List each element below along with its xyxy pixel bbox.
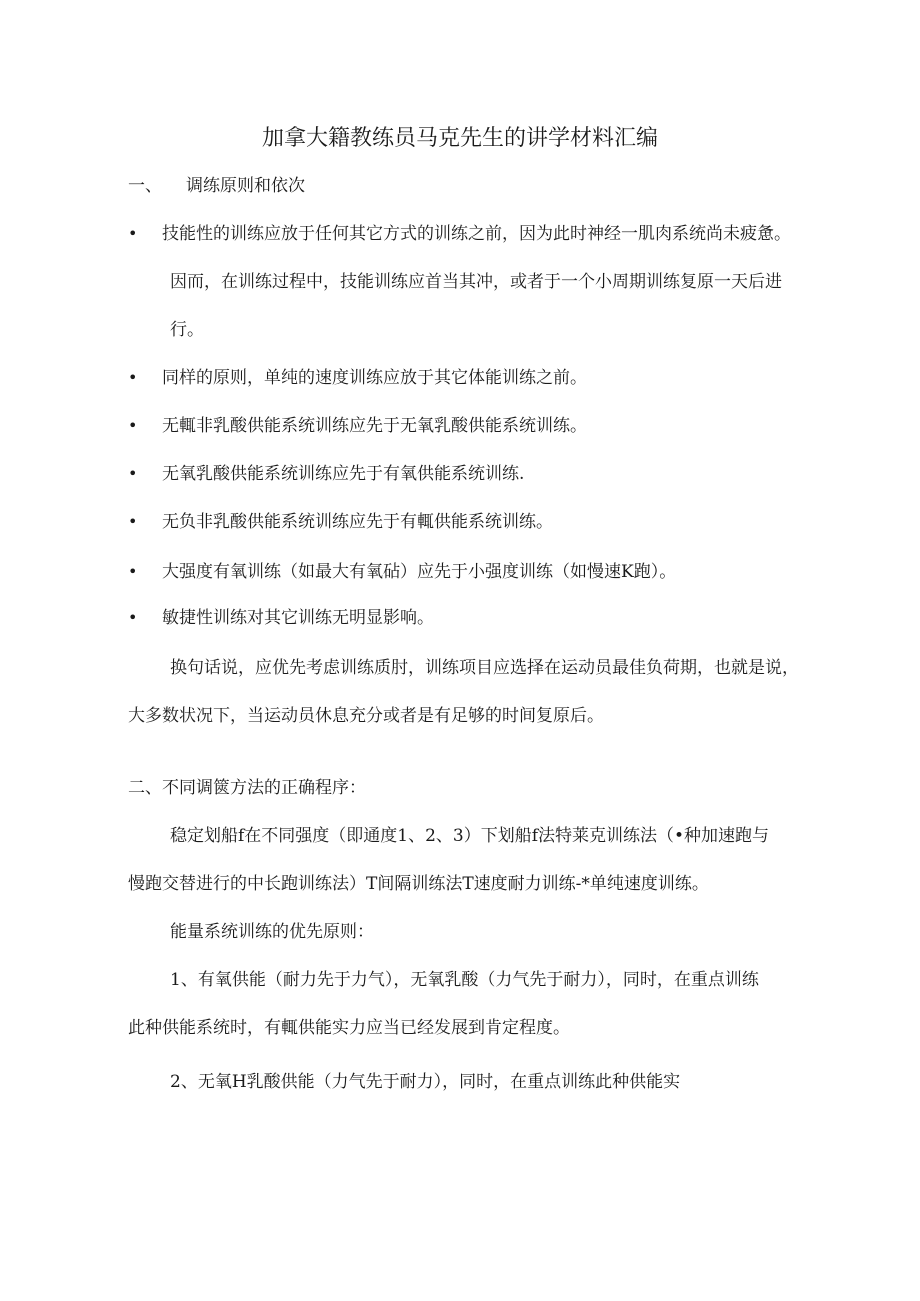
- priority-item-2-line1: 2、无氧H乳酸供能（力气先于耐力），同时，在重点训练此种供能实: [170, 1072, 681, 1092]
- list-item-5: 无负非乳酸供能系统训练应先于有輒供能系统训练。: [162, 512, 553, 532]
- bullet-marker: •: [128, 562, 138, 581]
- list-item-2: 同样的原则，单纯的速度训练应放于其它体能训练之前。: [162, 368, 587, 388]
- list-item-1-line3: 行。: [170, 320, 204, 340]
- summary-line2: 大多数状况下，当运动员休息充分或者是有足够的时间复原后。: [128, 706, 604, 726]
- bullet-marker: •: [128, 416, 138, 435]
- bullet-marker: •: [128, 608, 138, 627]
- list-item-6: 大强度有氧训练（如最大有氧砧）应先于小强度训练（如慢速K跑）。: [162, 562, 677, 582]
- bullet-marker: •: [128, 224, 138, 243]
- section1-heading: 调练原则和依次: [186, 176, 305, 196]
- list-item-3: 无輒非乳酸供能系统训练应先于无氧乳酸供能系统训练。: [162, 416, 587, 436]
- section1-number: 一、: [128, 176, 162, 196]
- list-item-1-line1: 技能性的训练应放于任何其它方式的训练之前，因为此时神经一肌肉系统尚未疲惫。: [162, 224, 791, 244]
- priority-item-1-line1: 1、有氧供能（耐力先于力气），无氧乳酸（力气先于耐力），同时，在重点训练: [170, 970, 759, 990]
- priority-item-1-line2: 此种供能系统时，有輒供能实力应当已经发展到肯定程度。: [128, 1018, 570, 1038]
- section2-para-line2: 慢跑交替进行的中长跑训练法）T间隔训练法T速度耐力训练-*单纯速度训练。: [128, 874, 709, 894]
- list-item-1-line2: 因而，在训练过程中，技能训练应首当其冲，或者于一个小周期训练复原一天后进: [170, 272, 782, 292]
- list-item-7: 敏捷性训练对其它训练无明显影响。: [162, 608, 434, 628]
- document-title: 加拿大籍教练员马克先生的讲学材料汇编: [261, 126, 658, 151]
- priority-heading: 能量系统训练的优先原则：: [170, 922, 374, 942]
- bullet-marker: •: [128, 512, 138, 531]
- section2-heading: 二、不同调篋方法的正确程序：: [128, 778, 366, 798]
- list-item-4: 无氧乳酸供能系统训练应先于有氧供能系统训练.: [162, 464, 525, 484]
- bullet-marker: •: [128, 368, 138, 387]
- bullet-marker: •: [128, 464, 138, 483]
- summary-line1: 换句话说，应优先考虑训练质肘，训练项目应选择在运动员最佳负荷期，也就是说，: [170, 658, 799, 678]
- section2-para-line1: 稳定划船f在不同强度（即通度1、2、3）下划船f法特莱克训练法（•种加速跑与: [170, 826, 770, 846]
